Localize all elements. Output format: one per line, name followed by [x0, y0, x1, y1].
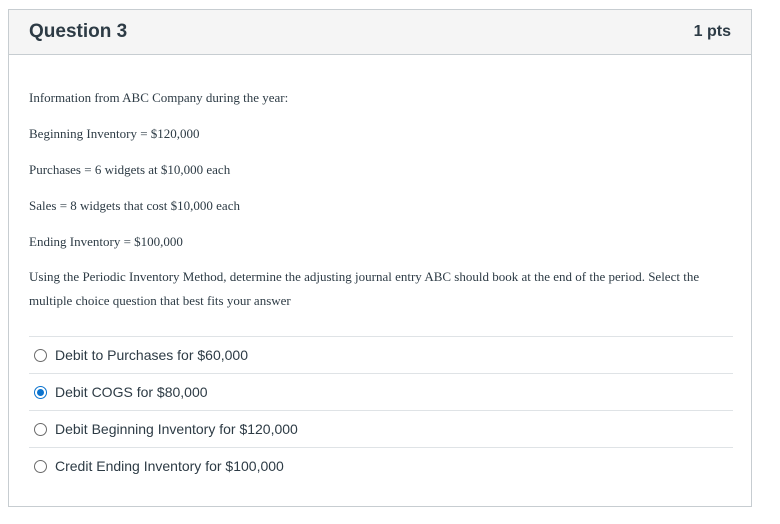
radio-button-selected[interactable] [34, 386, 47, 399]
ending-inventory-text: Ending Inventory = $100,000 [29, 234, 183, 249]
radio-button[interactable] [34, 423, 47, 436]
answer-option-3[interactable] [29, 410, 733, 447]
question-points: 1 pts [693, 23, 731, 40]
answer-list [29, 336, 733, 484]
intro-text: Information from ABC Company during the year: [29, 90, 289, 105]
answer-label: Debit Beginning Inventory for $120,000 [55, 421, 298, 437]
answer-label: Debit COGS for $80,000 [55, 384, 208, 400]
question-prompt: Using the Periodic Inventory Method, determine the adjusting journal entry ABC should book at the end of the period. Select the multiple choice question that best fits your answer [29, 269, 700, 308]
answer-option-1[interactable] [29, 336, 733, 373]
question-title: Question 3 [29, 21, 128, 42]
radio-button[interactable] [34, 460, 47, 473]
radio-button[interactable] [34, 349, 47, 362]
answer-option-2[interactable] [29, 373, 733, 410]
answer-label: Credit Ending Inventory for $100,000 [55, 458, 284, 474]
beginning-inventory-text: Beginning Inventory = $120,000 [29, 126, 200, 141]
question-header [9, 10, 751, 55]
answer-option-4[interactable] [29, 447, 733, 484]
purchases-text: Purchases = 6 widgets at $10,000 each [29, 162, 231, 177]
sales-text: Sales = 8 widgets that cost $10,000 each [29, 198, 240, 213]
answer-label: Debit to Purchases for $60,000 [55, 347, 249, 363]
question-card [8, 9, 752, 507]
